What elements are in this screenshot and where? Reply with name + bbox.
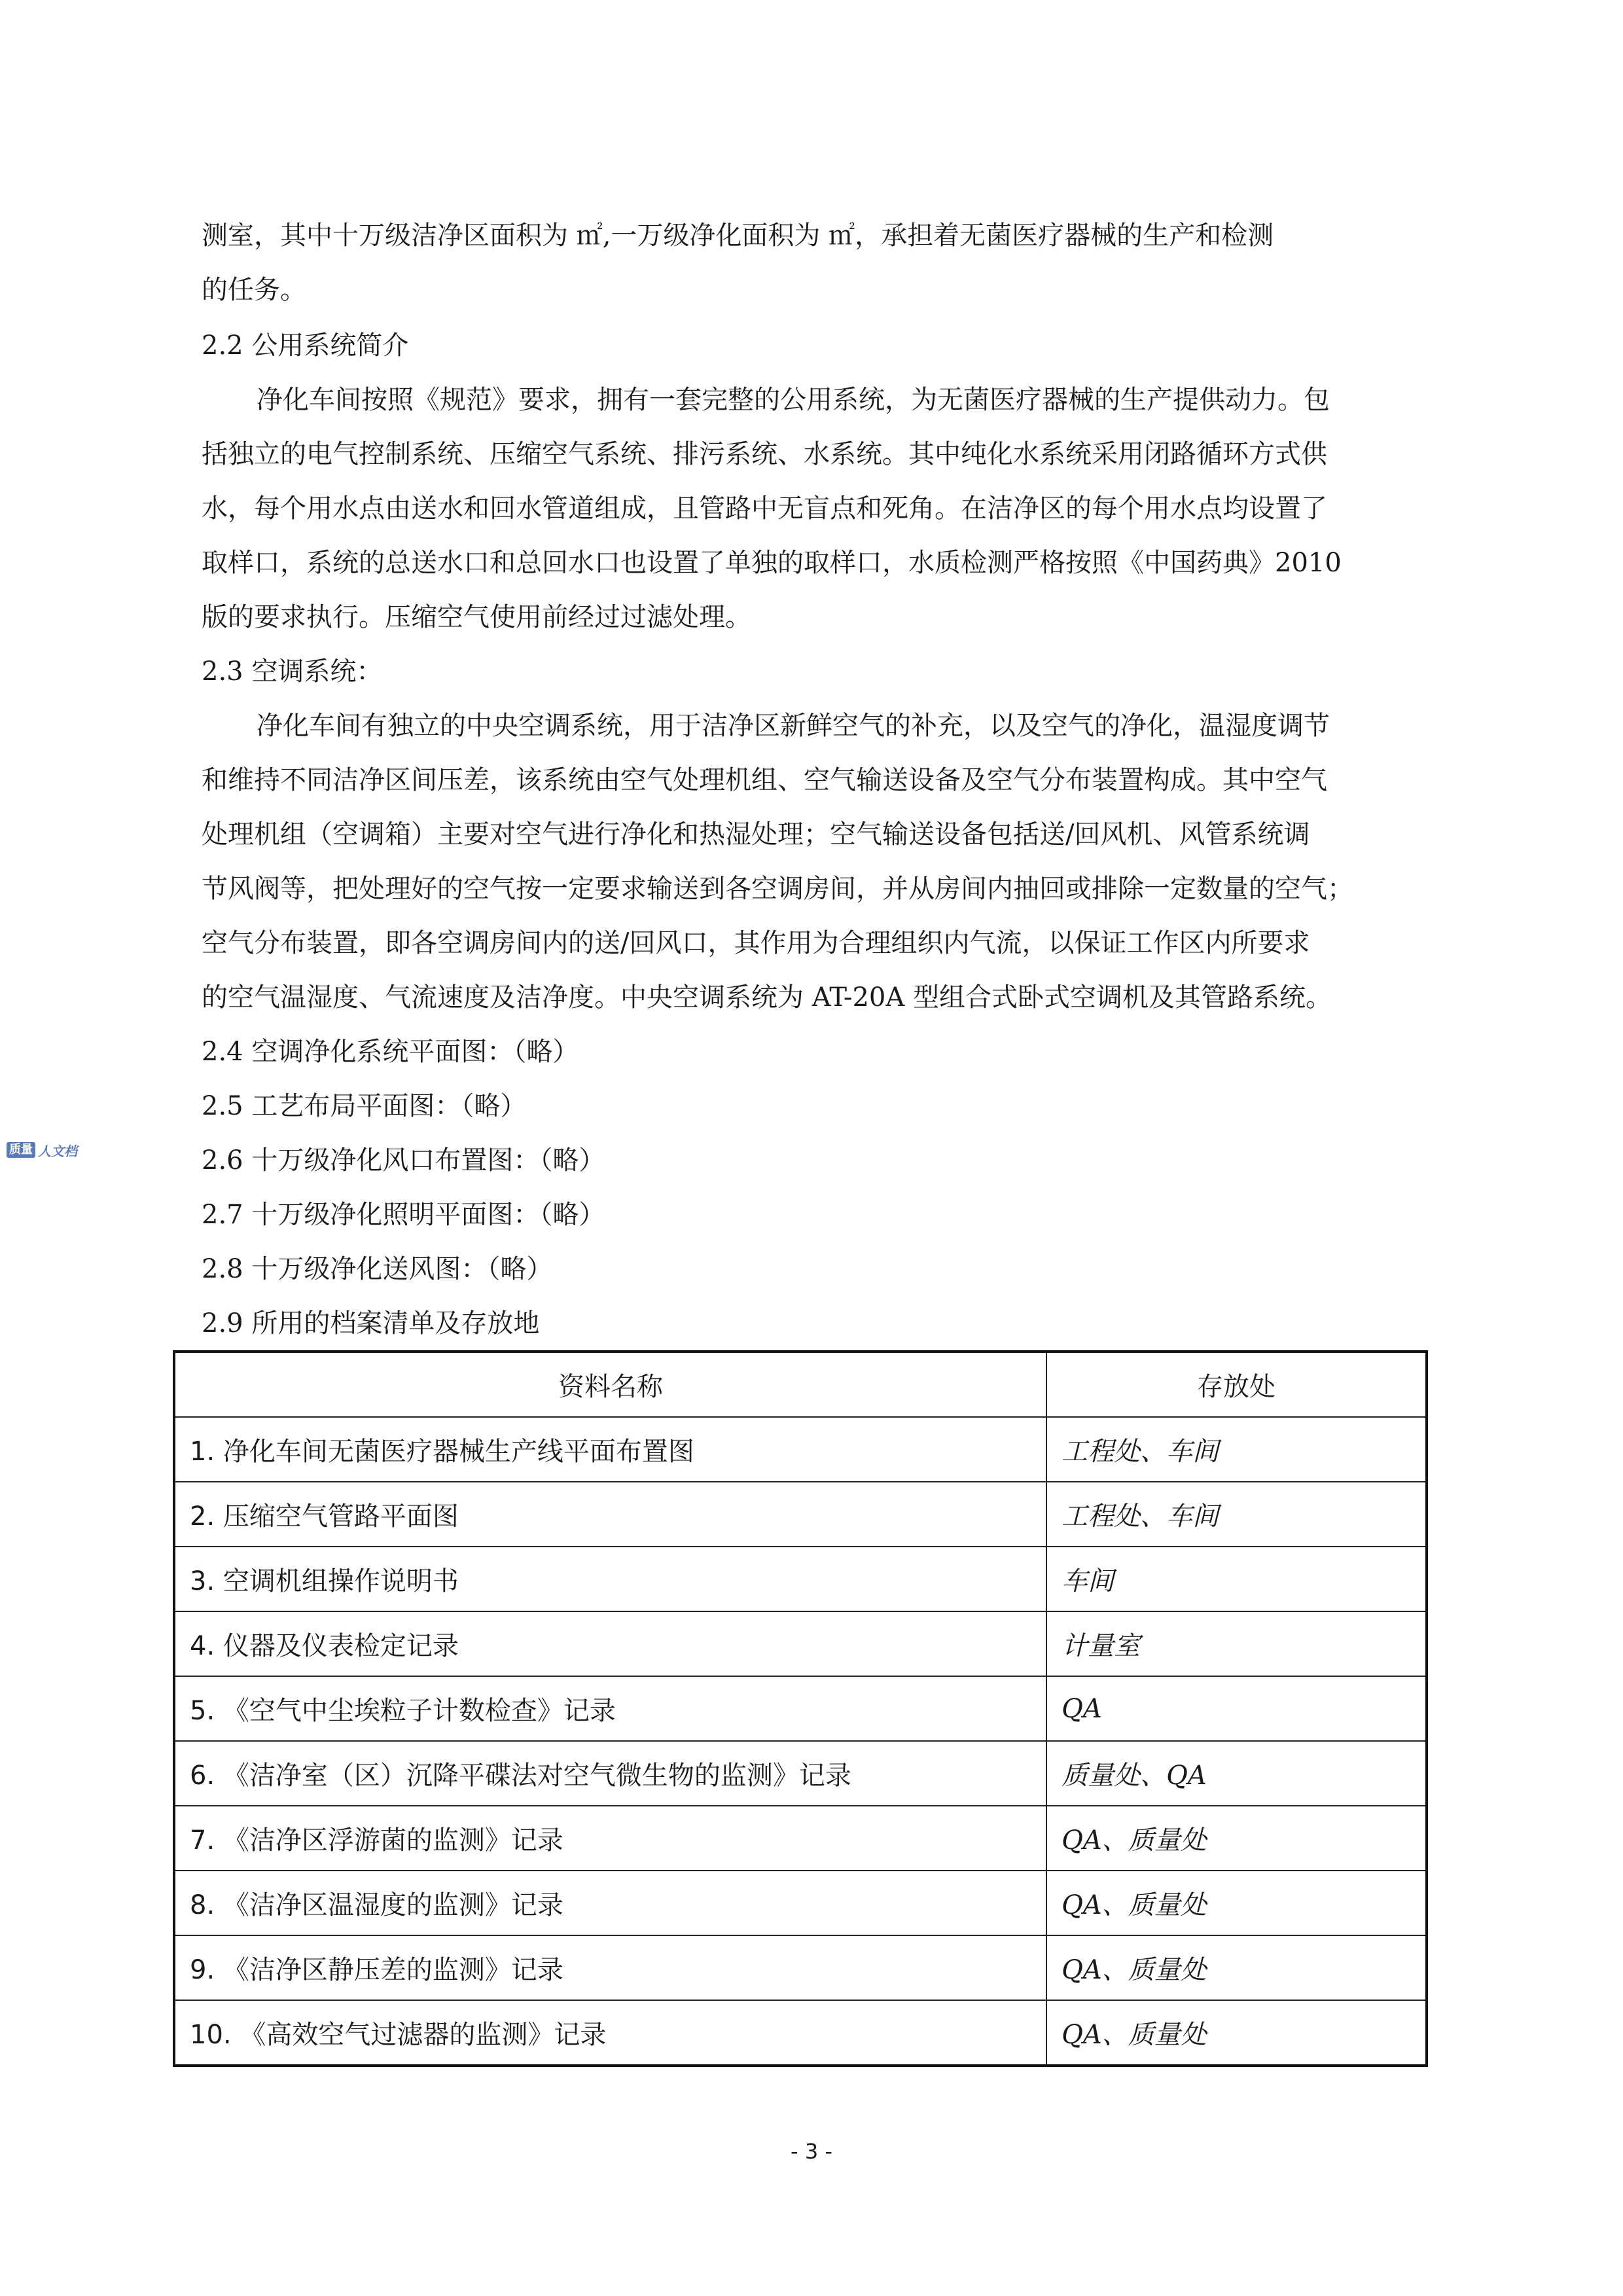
storage-location-cell: QA、质量处 bbox=[1046, 1871, 1427, 1935]
paragraph-line: 和维持不同洁净区间压差，该系统由空气处理机组、空气输送设备及空气分布装置构成。其中空气 bbox=[202, 765, 1327, 795]
paragraph-line: 节风阀等，把处理好的空气按一定要求输送到各空调房间，并从房间内抽回或排除一定数量的空气； bbox=[202, 874, 1353, 904]
document-name-cell bbox=[174, 1547, 1046, 1611]
document-name: 净化车间无菌医疗器械生产线平面布置图 bbox=[223, 1437, 694, 1467]
archive-table bbox=[173, 1350, 1428, 2067]
row-number: 3. bbox=[190, 1566, 215, 1596]
header-document-name: 资料名称 bbox=[174, 1352, 1046, 1417]
table-row bbox=[174, 1935, 1427, 2000]
table-row bbox=[174, 1547, 1427, 1611]
document-name-cell bbox=[174, 1482, 1046, 1547]
document-name-cell bbox=[174, 1806, 1046, 1871]
table-row bbox=[174, 1806, 1427, 1871]
paragraph-line: 取样口，系统的总送水口和总回水口也设置了单独的取样口，水质检测严格按照《中国药典》2010 bbox=[202, 548, 1342, 578]
section-heading-2-8: 2.8 十万级净化送风图：（略） bbox=[202, 1254, 553, 1284]
document-name-cell bbox=[174, 1417, 1046, 1482]
paragraph-line: 处理机组（空调箱）主要对空气进行净化和热湿处理；空气输送设备包括送/回风机、风管系统调 bbox=[202, 819, 1310, 850]
paragraph-line: 水，每个用水点由送水和回水管道组成，且管路中无盲点和死角。在洁净区的每个用水点均设置了 bbox=[202, 493, 1327, 524]
header-storage-location: 存放处 bbox=[1046, 1352, 1427, 1417]
document-name: 压缩空气管路平面图 bbox=[223, 1501, 459, 1532]
page-number: - 3 - bbox=[791, 2139, 832, 2164]
storage-location-cell: 质量处、QA bbox=[1046, 1741, 1427, 1806]
document-name-cell bbox=[174, 1741, 1046, 1806]
paragraph-line: 净化车间按照《规范》要求，拥有一套完整的公用系统，为无菌医疗器械的生产提供动力。包 bbox=[257, 385, 1330, 415]
storage-location-cell: 计量室 bbox=[1046, 1611, 1427, 1676]
row-number: 8. bbox=[190, 1890, 215, 1920]
table-row bbox=[174, 1676, 1427, 1741]
document-name: 《洁净区静压差的监测》记录 bbox=[223, 1955, 563, 1985]
paragraph-line: 的空气温湿度、气流速度及洁净度。中央空调系统为 AT-20A 型组合式卧式空调机及其管路系统。 bbox=[202, 982, 1332, 1013]
row-number: 9. bbox=[190, 1955, 215, 1985]
document-name-cell bbox=[174, 1935, 1046, 2000]
row-number: 10. bbox=[190, 2020, 232, 2050]
table-header-row bbox=[174, 1352, 1427, 1417]
paragraph-line: 版的要求执行。压缩空气使用前经过过滤处理。 bbox=[202, 602, 751, 632]
document-name-cell bbox=[174, 2000, 1046, 2066]
document-name: 《高效空气过滤器的监测》记录 bbox=[240, 2020, 607, 2050]
paragraph-line: 空气分布装置，即各空调房间内的送/回风口，其作用为合理组织内气流，以保证工作区内所要求 bbox=[202, 928, 1310, 958]
storage-location-cell: 工程处、车间 bbox=[1046, 1417, 1427, 1482]
section-heading-2-4: 2.4 空调净化系统平面图：（略） bbox=[202, 1037, 579, 1067]
document-name-cell bbox=[174, 1611, 1046, 1676]
row-number: 1. bbox=[190, 1437, 215, 1467]
section-heading-2-3: 2.3 空调系统： bbox=[202, 656, 383, 687]
document-name: 《洁净室（区）沉降平碟法对空气微生物的监测》记录 bbox=[223, 1761, 851, 1791]
row-number: 6. bbox=[190, 1761, 215, 1791]
table-row bbox=[174, 1741, 1427, 1806]
document-name: 空调机组操作说明书 bbox=[223, 1566, 459, 1596]
storage-location-cell: QA、质量处 bbox=[1046, 1935, 1427, 2000]
document-name-cell bbox=[174, 1676, 1046, 1741]
watermark-logo bbox=[7, 1140, 98, 1160]
table-row bbox=[174, 1417, 1427, 1482]
row-number: 4. bbox=[190, 1631, 215, 1661]
table-row bbox=[174, 1611, 1427, 1676]
table-row bbox=[174, 2000, 1427, 2066]
document-name: 《洁净区温湿度的监测》记录 bbox=[223, 1890, 563, 1920]
table-row bbox=[174, 1482, 1427, 1547]
section-heading-2-2: 2.2 公用系统简介 bbox=[202, 331, 409, 361]
storage-location-cell: QA bbox=[1046, 1676, 1427, 1741]
row-number: 7. bbox=[190, 1825, 215, 1856]
paragraph-line: 括独立的电气控制系统、压缩空气系统、排污系统、水系统。其中纯化水系统采用闭路循环方式供 bbox=[202, 439, 1327, 469]
paragraph-line: 净化车间有独立的中央空调系统，用于洁净区新鲜空气的补充，以及空气的净化，温湿度调节 bbox=[257, 711, 1330, 741]
document-name: 《空气中尘埃粒子计数检查》记录 bbox=[223, 1696, 616, 1726]
document-name: 仪器及仪表检定记录 bbox=[223, 1631, 459, 1661]
intro-line: 的任务。 bbox=[202, 275, 306, 305]
storage-location-cell: 工程处、车间 bbox=[1046, 1482, 1427, 1547]
watermark-badge: 质量 bbox=[7, 1142, 35, 1158]
section-heading-2-9: 2.9 所用的档案清单及存放地 bbox=[202, 1308, 540, 1338]
storage-location-cell: 车间 bbox=[1046, 1547, 1427, 1611]
row-number: 2. bbox=[190, 1501, 215, 1532]
row-number: 5. bbox=[190, 1696, 215, 1726]
section-heading-2-5: 2.5 工艺布局平面图：（略） bbox=[202, 1091, 527, 1121]
intro-line: 测室，其中十万级洁净区面积为 ㎡,一万级净化面积为 ㎡，承担着无菌医疗器械的生产和检测 bbox=[202, 221, 1274, 251]
document-name-cell bbox=[174, 1871, 1046, 1935]
section-heading-2-6: 2.6 十万级净化风口布置图：（略） bbox=[202, 1145, 605, 1175]
watermark-text: 人文档 bbox=[38, 1143, 77, 1159]
storage-location-cell: QA、质量处 bbox=[1046, 1806, 1427, 1871]
table-row bbox=[174, 1871, 1427, 1935]
storage-location-cell: QA、质量处 bbox=[1046, 2000, 1427, 2066]
section-heading-2-7: 2.7 十万级净化照明平面图：（略） bbox=[202, 1200, 605, 1230]
document-name: 《洁净区浮游菌的监测》记录 bbox=[223, 1825, 563, 1856]
